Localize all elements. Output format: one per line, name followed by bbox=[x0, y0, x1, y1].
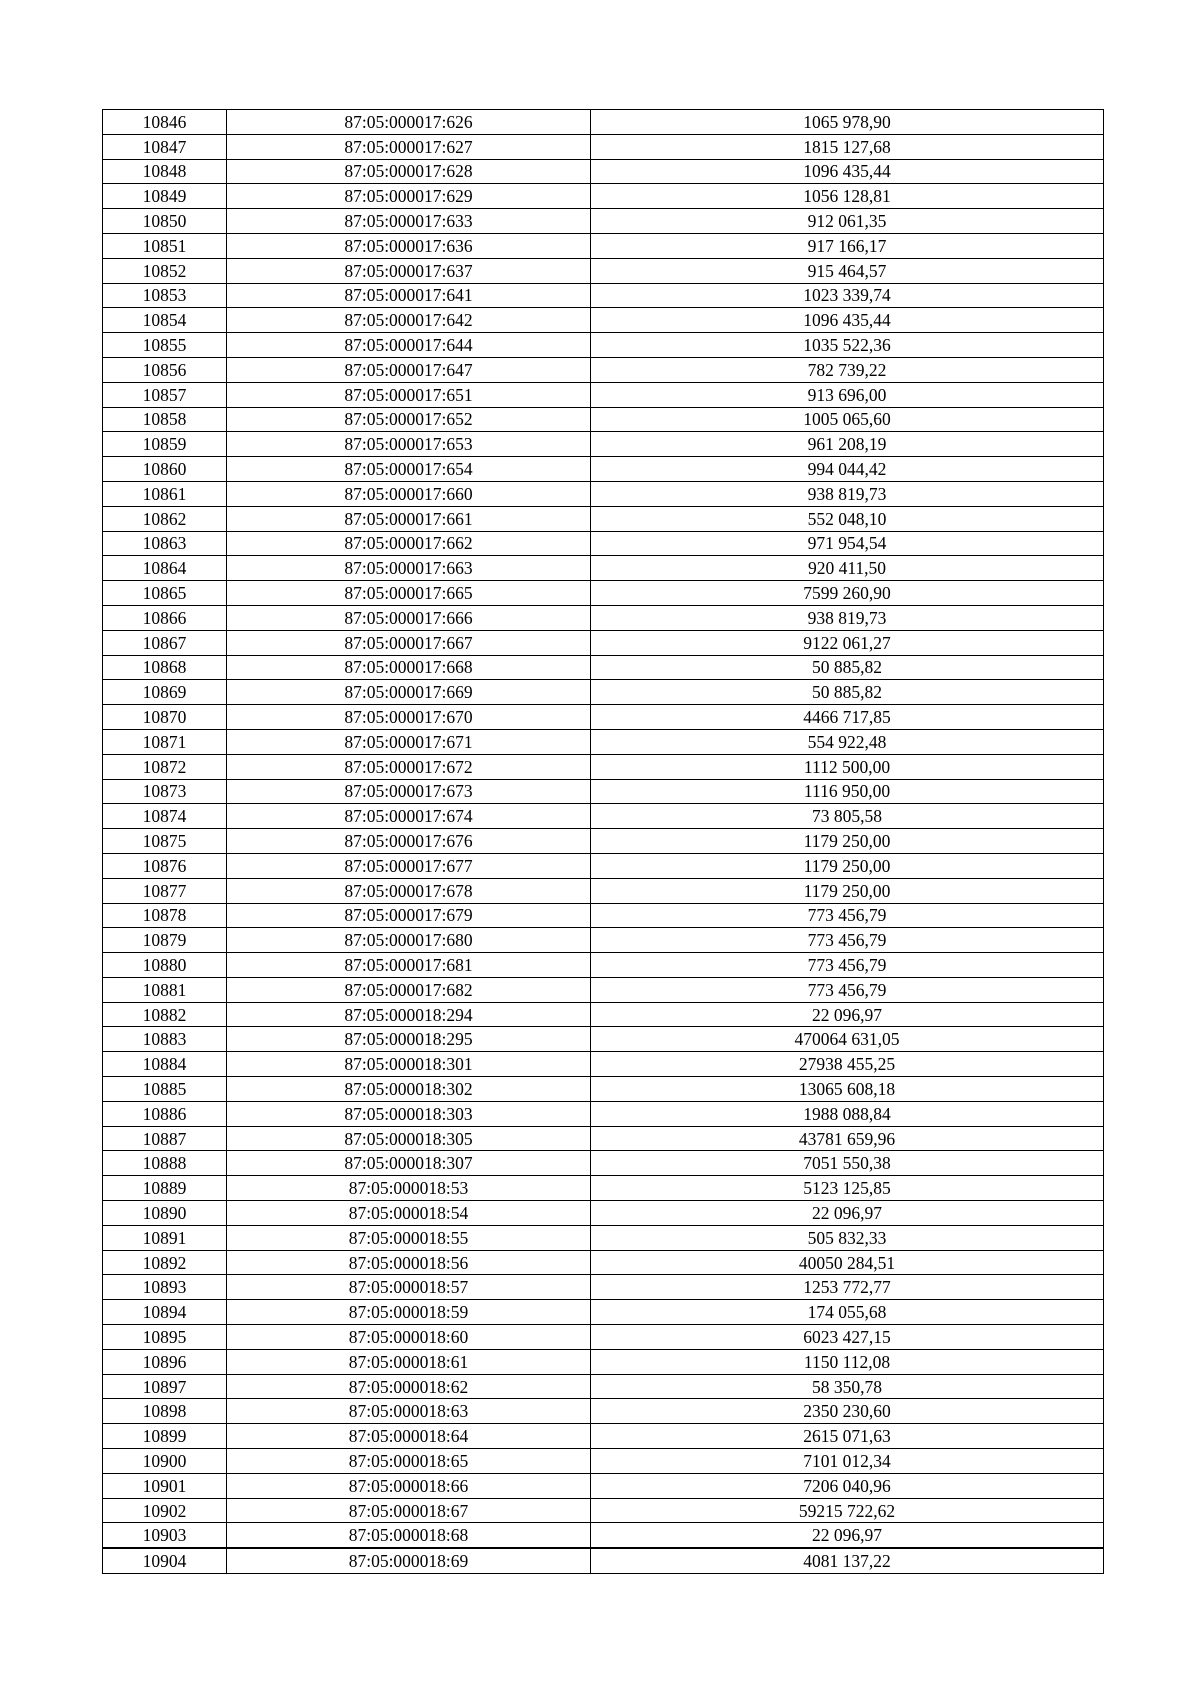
row-number-cell: 10886 bbox=[103, 1101, 227, 1126]
table-row bbox=[103, 110, 1104, 135]
row-number-cell: 10861 bbox=[103, 481, 227, 506]
row-number-cell: 10864 bbox=[103, 556, 227, 581]
table-row bbox=[103, 1349, 1104, 1374]
cadastral-number-cell: 87:05:000017:680 bbox=[227, 928, 591, 953]
row-number-cell: 10879 bbox=[103, 928, 227, 953]
cadastral-value-cell: 994 044,42 bbox=[591, 457, 1104, 482]
row-number-cell: 10882 bbox=[103, 1002, 227, 1027]
cadastral-value-cell: 2615 071,63 bbox=[591, 1424, 1104, 1449]
cadastral-number-cell: 87:05:000017:677 bbox=[227, 853, 591, 878]
row-number-cell: 10859 bbox=[103, 432, 227, 457]
table-row bbox=[103, 209, 1104, 234]
cadastral-value-cell: 58 350,78 bbox=[591, 1374, 1104, 1399]
table-row bbox=[103, 953, 1104, 978]
table-row bbox=[103, 705, 1104, 730]
cadastral-number-cell: 87:05:000018:301 bbox=[227, 1052, 591, 1077]
table-row bbox=[103, 1101, 1104, 1126]
cadastral-number-cell: 87:05:000017:629 bbox=[227, 184, 591, 209]
cadastral-value-cell: 1988 088,84 bbox=[591, 1101, 1104, 1126]
table-row bbox=[103, 1250, 1104, 1275]
cadastral-value-cell: 7051 550,38 bbox=[591, 1151, 1104, 1176]
cadastral-number-cell: 87:05:000017:668 bbox=[227, 655, 591, 680]
table-row bbox=[103, 308, 1104, 333]
cadastral-value-cell: 971 954,54 bbox=[591, 531, 1104, 556]
row-number-cell: 10854 bbox=[103, 308, 227, 333]
table-row bbox=[103, 928, 1104, 953]
row-number-cell: 10850 bbox=[103, 209, 227, 234]
table-row bbox=[103, 729, 1104, 754]
cadastral-value-cell: 50 885,82 bbox=[591, 680, 1104, 705]
table-row bbox=[103, 1126, 1104, 1151]
table-row bbox=[103, 134, 1104, 159]
row-number-cell: 10855 bbox=[103, 333, 227, 358]
cadastral-value-cell: 1056 128,81 bbox=[591, 184, 1104, 209]
cadastral-value-cell: 1179 250,00 bbox=[591, 853, 1104, 878]
cadastral-value-cell: 1112 500,00 bbox=[591, 754, 1104, 779]
table-row bbox=[103, 1399, 1104, 1424]
cadastral-number-cell: 87:05:000018:307 bbox=[227, 1151, 591, 1176]
cadastral-value-cell: 913 696,00 bbox=[591, 382, 1104, 407]
row-number-cell: 10885 bbox=[103, 1077, 227, 1102]
cadastral-value-cell: 912 061,35 bbox=[591, 209, 1104, 234]
table-row bbox=[103, 1225, 1104, 1250]
row-number-cell: 10872 bbox=[103, 754, 227, 779]
cadastral-value-cell: 1096 435,44 bbox=[591, 159, 1104, 184]
cadastral-number-cell: 87:05:000017:660 bbox=[227, 481, 591, 506]
table-row bbox=[103, 506, 1104, 531]
cadastral-number-cell: 87:05:000017:662 bbox=[227, 531, 591, 556]
cadastral-value-cell: 27938 455,25 bbox=[591, 1052, 1104, 1077]
cadastral-number-cell: 87:05:000017:672 bbox=[227, 754, 591, 779]
row-number-cell: 10865 bbox=[103, 581, 227, 606]
row-number-cell: 10866 bbox=[103, 605, 227, 630]
table-row bbox=[103, 233, 1104, 258]
cadastral-number-cell: 87:05:000018:294 bbox=[227, 1002, 591, 1027]
cadastral-value-table bbox=[102, 109, 1104, 1574]
cadastral-number-cell: 87:05:000017:647 bbox=[227, 357, 591, 382]
table-row bbox=[103, 1473, 1104, 1498]
cadastral-value-cell: 1035 522,36 bbox=[591, 333, 1104, 358]
cadastral-number-cell: 87:05:000018:61 bbox=[227, 1349, 591, 1374]
cadastral-value-cell: 13065 608,18 bbox=[591, 1077, 1104, 1102]
cadastral-value-cell: 7599 260,90 bbox=[591, 581, 1104, 606]
cadastral-value-cell: 773 456,79 bbox=[591, 953, 1104, 978]
row-number-cell: 10871 bbox=[103, 729, 227, 754]
cadastral-value-cell: 5123 125,85 bbox=[591, 1176, 1104, 1201]
table-row bbox=[103, 804, 1104, 829]
cadastral-number-cell: 87:05:000018:63 bbox=[227, 1399, 591, 1424]
row-number-cell: 10878 bbox=[103, 903, 227, 928]
cadastral-number-cell: 87:05:000018:59 bbox=[227, 1300, 591, 1325]
cadastral-number-cell: 87:05:000018:55 bbox=[227, 1225, 591, 1250]
cadastral-number-cell: 87:05:000018:303 bbox=[227, 1101, 591, 1126]
cadastral-value-cell: 1179 250,00 bbox=[591, 878, 1104, 903]
cadastral-value-cell: 773 456,79 bbox=[591, 928, 1104, 953]
table-row bbox=[103, 1077, 1104, 1102]
cadastral-number-cell: 87:05:000017:633 bbox=[227, 209, 591, 234]
row-number-cell: 10852 bbox=[103, 258, 227, 283]
row-number-cell: 10896 bbox=[103, 1349, 227, 1374]
cadastral-number-cell: 87:05:000017:682 bbox=[227, 977, 591, 1002]
cadastral-value-cell: 1179 250,00 bbox=[591, 829, 1104, 854]
cadastral-value-cell: 1116 950,00 bbox=[591, 779, 1104, 804]
row-number-cell: 10898 bbox=[103, 1399, 227, 1424]
cadastral-number-cell: 87:05:000017:679 bbox=[227, 903, 591, 928]
row-number-cell: 10889 bbox=[103, 1176, 227, 1201]
cadastral-number-cell: 87:05:000018:68 bbox=[227, 1523, 591, 1548]
cadastral-number-cell: 87:05:000017:678 bbox=[227, 878, 591, 903]
cadastral-number-cell: 87:05:000017:663 bbox=[227, 556, 591, 581]
row-number-cell: 10856 bbox=[103, 357, 227, 382]
table-row bbox=[103, 432, 1104, 457]
cadastral-value-cell: 917 166,17 bbox=[591, 233, 1104, 258]
cadastral-value-cell: 1005 065,60 bbox=[591, 407, 1104, 432]
table-row bbox=[103, 680, 1104, 705]
table-row bbox=[103, 1275, 1104, 1300]
cadastral-number-cell: 87:05:000017:628 bbox=[227, 159, 591, 184]
cadastral-number-cell: 87:05:000017:670 bbox=[227, 705, 591, 730]
row-number-cell: 10904 bbox=[103, 1548, 227, 1573]
table-row bbox=[103, 531, 1104, 556]
row-number-cell: 10851 bbox=[103, 233, 227, 258]
row-number-cell: 10884 bbox=[103, 1052, 227, 1077]
cadastral-value-cell: 2350 230,60 bbox=[591, 1399, 1104, 1424]
cadastral-number-cell: 87:05:000018:53 bbox=[227, 1176, 591, 1201]
table-row bbox=[103, 1498, 1104, 1523]
cadastral-number-cell: 87:05:000017:644 bbox=[227, 333, 591, 358]
cadastral-value-cell: 7206 040,96 bbox=[591, 1473, 1104, 1498]
cadastral-number-cell: 87:05:000017:636 bbox=[227, 233, 591, 258]
row-number-cell: 10869 bbox=[103, 680, 227, 705]
cadastral-number-cell: 87:05:000017:671 bbox=[227, 729, 591, 754]
table-row bbox=[103, 556, 1104, 581]
table-row bbox=[103, 1300, 1104, 1325]
row-number-cell: 10870 bbox=[103, 705, 227, 730]
table-row bbox=[103, 977, 1104, 1002]
cadastral-value-cell: 938 819,73 bbox=[591, 481, 1104, 506]
cadastral-value-cell: 1253 772,77 bbox=[591, 1275, 1104, 1300]
cadastral-number-cell: 87:05:000017:651 bbox=[227, 382, 591, 407]
cadastral-number-cell: 87:05:000017:652 bbox=[227, 407, 591, 432]
cadastral-value-cell: 773 456,79 bbox=[591, 977, 1104, 1002]
cadastral-value-cell: 1023 339,74 bbox=[591, 283, 1104, 308]
row-number-cell: 10847 bbox=[103, 134, 227, 159]
cadastral-number-cell: 87:05:000017:654 bbox=[227, 457, 591, 482]
table-row bbox=[103, 754, 1104, 779]
cadastral-value-cell: 50 885,82 bbox=[591, 655, 1104, 680]
table-row bbox=[103, 159, 1104, 184]
cadastral-number-cell: 87:05:000017:642 bbox=[227, 308, 591, 333]
row-number-cell: 10891 bbox=[103, 1225, 227, 1250]
row-number-cell: 10881 bbox=[103, 977, 227, 1002]
cadastral-value-cell: 915 464,57 bbox=[591, 258, 1104, 283]
table-row bbox=[103, 283, 1104, 308]
row-number-cell: 10857 bbox=[103, 382, 227, 407]
table-row bbox=[103, 630, 1104, 655]
row-number-cell: 10893 bbox=[103, 1275, 227, 1300]
cadastral-number-cell: 87:05:000018:69 bbox=[227, 1548, 591, 1573]
cadastral-value-cell: 4466 717,85 bbox=[591, 705, 1104, 730]
table-row bbox=[103, 1002, 1104, 1027]
table-row bbox=[103, 382, 1104, 407]
cadastral-value-cell: 782 739,22 bbox=[591, 357, 1104, 382]
cadastral-value-cell: 22 096,97 bbox=[591, 1002, 1104, 1027]
cadastral-number-cell: 87:05:000017:626 bbox=[227, 110, 591, 135]
cadastral-value-cell: 59215 722,62 bbox=[591, 1498, 1104, 1523]
cadastral-value-cell: 40050 284,51 bbox=[591, 1250, 1104, 1275]
table-row bbox=[103, 655, 1104, 680]
cadastral-value-cell: 9122 061,27 bbox=[591, 630, 1104, 655]
cadastral-number-cell: 87:05:000017:681 bbox=[227, 953, 591, 978]
cadastral-value-cell: 1065 978,90 bbox=[591, 110, 1104, 135]
cadastral-number-cell: 87:05:000017:674 bbox=[227, 804, 591, 829]
cadastral-number-cell: 87:05:000017:676 bbox=[227, 829, 591, 854]
cadastral-number-cell: 87:05:000017:653 bbox=[227, 432, 591, 457]
cadastral-number-cell: 87:05:000018:62 bbox=[227, 1374, 591, 1399]
table-row bbox=[103, 457, 1104, 482]
table-row bbox=[103, 903, 1104, 928]
table-row bbox=[103, 1201, 1104, 1226]
cadastral-value-cell: 961 208,19 bbox=[591, 432, 1104, 457]
table-row bbox=[103, 1325, 1104, 1350]
row-number-cell: 10873 bbox=[103, 779, 227, 804]
row-number-cell: 10846 bbox=[103, 110, 227, 135]
row-number-cell: 10892 bbox=[103, 1250, 227, 1275]
cadastral-number-cell: 87:05:000018:56 bbox=[227, 1250, 591, 1275]
row-number-cell: 10877 bbox=[103, 878, 227, 903]
cadastral-number-cell: 87:05:000018:54 bbox=[227, 1201, 591, 1226]
cadastral-number-cell: 87:05:000018:305 bbox=[227, 1126, 591, 1151]
row-number-cell: 10868 bbox=[103, 655, 227, 680]
cadastral-value-cell: 174 055,68 bbox=[591, 1300, 1104, 1325]
cadastral-value-cell: 7101 012,34 bbox=[591, 1449, 1104, 1474]
row-number-cell: 10853 bbox=[103, 283, 227, 308]
table-row bbox=[103, 184, 1104, 209]
row-number-cell: 10900 bbox=[103, 1449, 227, 1474]
row-number-cell: 10867 bbox=[103, 630, 227, 655]
cadastral-number-cell: 87:05:000017:641 bbox=[227, 283, 591, 308]
row-number-cell: 10862 bbox=[103, 506, 227, 531]
row-number-cell: 10895 bbox=[103, 1325, 227, 1350]
table-row bbox=[103, 258, 1104, 283]
table-row bbox=[103, 407, 1104, 432]
cadastral-number-cell: 87:05:000018:60 bbox=[227, 1325, 591, 1350]
table-row bbox=[103, 481, 1104, 506]
cadastral-number-cell: 87:05:000017:666 bbox=[227, 605, 591, 630]
row-number-cell: 10874 bbox=[103, 804, 227, 829]
cadastral-number-cell: 87:05:000018:67 bbox=[227, 1498, 591, 1523]
table-row bbox=[103, 1151, 1104, 1176]
table-row bbox=[103, 829, 1104, 854]
table-row bbox=[103, 1449, 1104, 1474]
cadastral-value-cell: 22 096,97 bbox=[591, 1523, 1104, 1548]
cadastral-number-cell: 87:05:000018:302 bbox=[227, 1077, 591, 1102]
cadastral-value-cell: 773 456,79 bbox=[591, 903, 1104, 928]
cadastral-value-cell: 470064 631,05 bbox=[591, 1027, 1104, 1052]
table-row bbox=[103, 1548, 1104, 1573]
cadastral-value-cell: 73 805,58 bbox=[591, 804, 1104, 829]
row-number-cell: 10883 bbox=[103, 1027, 227, 1052]
cadastral-value-cell: 552 048,10 bbox=[591, 506, 1104, 531]
cadastral-value-cell: 938 819,73 bbox=[591, 605, 1104, 630]
row-number-cell: 10876 bbox=[103, 853, 227, 878]
table-row bbox=[103, 581, 1104, 606]
row-number-cell: 10849 bbox=[103, 184, 227, 209]
row-number-cell: 10858 bbox=[103, 407, 227, 432]
row-number-cell: 10903 bbox=[103, 1523, 227, 1548]
cadastral-value-cell: 1815 127,68 bbox=[591, 134, 1104, 159]
cadastral-number-cell: 87:05:000017:627 bbox=[227, 134, 591, 159]
cadastral-number-cell: 87:05:000018:295 bbox=[227, 1027, 591, 1052]
cadastral-number-cell: 87:05:000017:669 bbox=[227, 680, 591, 705]
cadastral-number-cell: 87:05:000018:64 bbox=[227, 1424, 591, 1449]
table-row bbox=[103, 853, 1104, 878]
cadastral-number-cell: 87:05:000017:665 bbox=[227, 581, 591, 606]
cadastral-number-cell: 87:05:000017:667 bbox=[227, 630, 591, 655]
row-number-cell: 10897 bbox=[103, 1374, 227, 1399]
table-body bbox=[103, 110, 1104, 1574]
cadastral-value-cell: 4081 137,22 bbox=[591, 1548, 1104, 1573]
row-number-cell: 10890 bbox=[103, 1201, 227, 1226]
row-number-cell: 10901 bbox=[103, 1473, 227, 1498]
table-row bbox=[103, 357, 1104, 382]
table-row bbox=[103, 1176, 1104, 1201]
row-number-cell: 10899 bbox=[103, 1424, 227, 1449]
cadastral-value-cell: 554 922,48 bbox=[591, 729, 1104, 754]
table-row bbox=[103, 605, 1104, 630]
row-number-cell: 10863 bbox=[103, 531, 227, 556]
row-number-cell: 10860 bbox=[103, 457, 227, 482]
table-row bbox=[103, 1523, 1104, 1548]
cadastral-number-cell: 87:05:000018:65 bbox=[227, 1449, 591, 1474]
cadastral-value-cell: 920 411,50 bbox=[591, 556, 1104, 581]
table-row bbox=[103, 1052, 1104, 1077]
cadastral-number-cell: 87:05:000018:57 bbox=[227, 1275, 591, 1300]
row-number-cell: 10902 bbox=[103, 1498, 227, 1523]
table-row bbox=[103, 1424, 1104, 1449]
table-row bbox=[103, 878, 1104, 903]
row-number-cell: 10888 bbox=[103, 1151, 227, 1176]
table-row bbox=[103, 333, 1104, 358]
cadastral-value-cell: 1150 112,08 bbox=[591, 1349, 1104, 1374]
table-row bbox=[103, 1027, 1104, 1052]
row-number-cell: 10894 bbox=[103, 1300, 227, 1325]
row-number-cell: 10875 bbox=[103, 829, 227, 854]
cadastral-value-cell: 505 832,33 bbox=[591, 1225, 1104, 1250]
cadastral-value-cell: 22 096,97 bbox=[591, 1201, 1104, 1226]
cadastral-number-cell: 87:05:000017:637 bbox=[227, 258, 591, 283]
cadastral-number-cell: 87:05:000018:66 bbox=[227, 1473, 591, 1498]
cadastral-number-cell: 87:05:000017:661 bbox=[227, 506, 591, 531]
cadastral-value-cell: 6023 427,15 bbox=[591, 1325, 1104, 1350]
cadastral-value-cell: 43781 659,96 bbox=[591, 1126, 1104, 1151]
row-number-cell: 10880 bbox=[103, 953, 227, 978]
table-row bbox=[103, 1374, 1104, 1399]
table-row bbox=[103, 779, 1104, 804]
cadastral-number-cell: 87:05:000017:673 bbox=[227, 779, 591, 804]
cadastral-value-cell: 1096 435,44 bbox=[591, 308, 1104, 333]
row-number-cell: 10887 bbox=[103, 1126, 227, 1151]
row-number-cell: 10848 bbox=[103, 159, 227, 184]
